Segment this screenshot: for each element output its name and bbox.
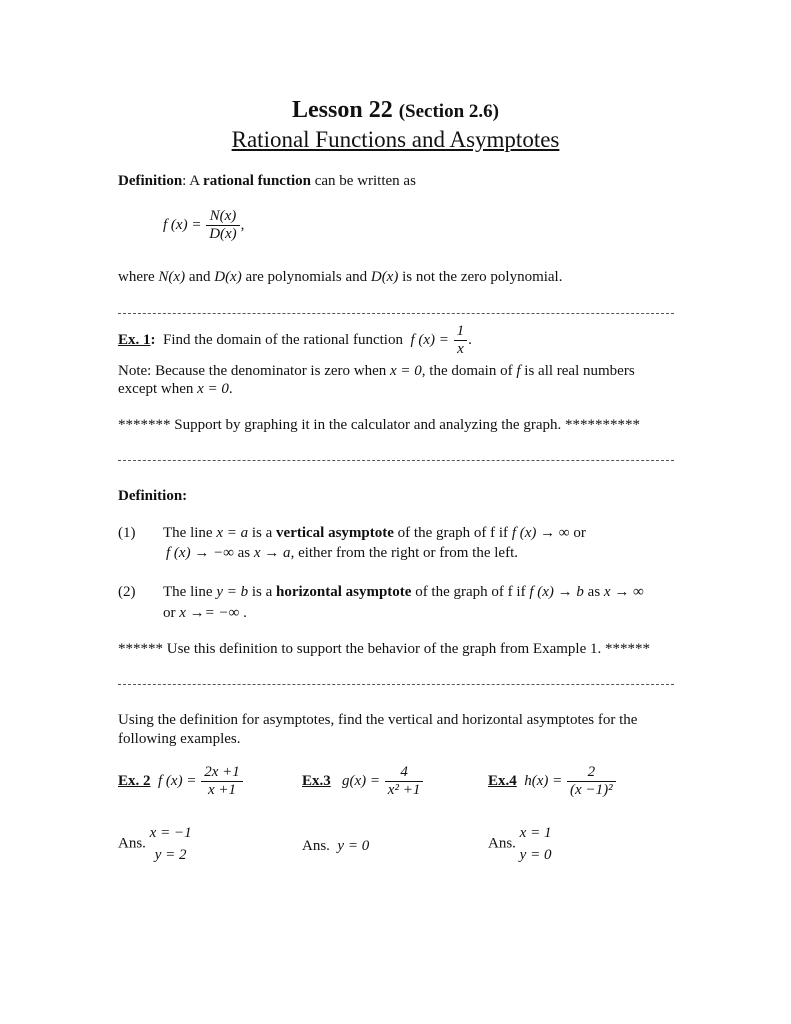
item2-limit-b: f (x) → b: [529, 584, 584, 600]
where-text-c: are polynomials and: [241, 269, 371, 285]
item1-x-to-a: x → a: [253, 545, 291, 561]
dashed-divider-3: [118, 684, 674, 685]
ex4-vertical-asymptote: x = 1: [519, 825, 552, 841]
ex4-answer: [488, 822, 551, 866]
ex4-numerator: 2: [567, 764, 616, 782]
definition-support-line: ****** Use this definition to support the behavior of the graph from Example 1. ******: [118, 641, 650, 657]
note-text-b: , the domain of: [421, 363, 517, 379]
formula-denominator: D(x): [209, 226, 237, 242]
dashed-divider-2: [118, 460, 674, 461]
item1-text-a: The line: [163, 525, 217, 541]
ex1-period: .: [468, 331, 472, 348]
formula-numerator: N(x): [206, 208, 239, 226]
example-1: [118, 323, 472, 358]
examples-intro-line1: Using the definition for asymptotes, find the vertical and horizontal asymptotes for the: [118, 712, 638, 728]
item2-text-d: as: [583, 584, 604, 600]
ex1-support-line: ******* Support by graphing it in the calculator and analyzing the graph. **********: [118, 417, 640, 433]
ex1-formula-lhs: f (x) =: [410, 331, 449, 348]
ex3-horizontal-asymptote: y = 0: [337, 838, 370, 854]
ex4-lhs: h(x) =: [524, 772, 563, 789]
item2-text-c: of the graph of f if: [411, 584, 530, 600]
definition-intro-a: : A: [182, 173, 204, 189]
item1-line2: [166, 544, 518, 562]
numerator-name: N(x): [158, 269, 186, 285]
rational-function-term: rational function: [203, 173, 311, 189]
note2-text-b: .: [228, 381, 233, 397]
ex3-lhs: g(x) =: [342, 772, 381, 789]
ex1-label: Ex. 1: [118, 331, 151, 348]
definition-asymptote-label: Definition:: [118, 488, 188, 504]
item1-limit-infinity: f (x) → ∞: [511, 525, 570, 541]
lesson-title: [0, 96, 791, 126]
formula-lhs: f (x) =: [163, 216, 202, 233]
item2-equation: y = b: [216, 584, 249, 600]
where-text-b: and: [185, 269, 215, 285]
ex1-numerator: 1: [454, 323, 468, 341]
item1-line2-text-a: as: [233, 545, 254, 561]
ex3-label: Ex.3: [302, 772, 331, 789]
item2-number: (2): [118, 584, 136, 600]
ex3-numerator: 4: [385, 764, 424, 782]
ex1-fraction: [454, 323, 468, 358]
ex2-numerator: 2x +1: [201, 764, 243, 782]
note-text-a: Note: Because the denominator is zero when: [118, 363, 390, 379]
ex2-answer-stack: [150, 822, 192, 866]
where-text-a: where: [118, 269, 159, 285]
item2-line2-text-b: .: [239, 605, 247, 621]
ex3-denominator: x² +1: [387, 782, 421, 798]
definition-where-line: [118, 268, 562, 286]
example-4: [488, 764, 617, 799]
note-text-c: is all real numbers: [520, 363, 635, 379]
section-number: (Section 2.6): [398, 101, 499, 122]
item2-line2-text-a: or: [163, 605, 180, 621]
where-text-d: is not the zero polynomial.: [398, 269, 563, 285]
denominator-name: D(x): [214, 269, 242, 285]
ex3-ans-label: Ans.: [302, 838, 330, 854]
ex2-ans-label: Ans.: [118, 835, 146, 852]
ex2-answer: [118, 822, 192, 866]
note2-equation: x = 0: [197, 381, 229, 397]
definition-label: Definition: [118, 173, 183, 189]
dashed-divider-1: [118, 313, 674, 314]
item2-x-to-infinity: x → ∞: [603, 584, 644, 600]
ex2-fraction: [201, 764, 243, 799]
ex4-ans-label: Ans.: [488, 835, 516, 852]
formula-tail: ,: [240, 216, 245, 233]
ex4-label: Ex.4: [488, 772, 517, 789]
item1-line1: [163, 524, 586, 542]
ex4-horizontal-asymptote: y = 0: [519, 847, 552, 863]
rational-function-formula: [163, 208, 244, 243]
example-2: [118, 764, 244, 799]
ex1-text: Find the domain of the rational function: [163, 331, 403, 348]
item2-x-to-neg-infinity: x →= −∞: [179, 605, 240, 621]
ex2-vertical-asymptote: x = −1: [149, 825, 192, 841]
item1-text-b: is a: [248, 525, 277, 541]
item2-text-a: The line: [163, 584, 217, 600]
item1-limit-neg-infinity: f (x) → −∞: [166, 545, 234, 561]
definition-rational: [118, 172, 416, 190]
denominator-name-2: D(x): [370, 269, 399, 285]
item1-equation: x = a: [216, 525, 249, 541]
item2-line1: [163, 583, 644, 601]
item1-number: (1): [118, 525, 136, 541]
ex2-lhs: f (x) =: [158, 772, 197, 789]
item2-text-b: is a: [248, 584, 277, 600]
ex2-denominator: x +1: [207, 782, 236, 798]
ex4-fraction: [567, 764, 616, 799]
formula-fraction: [206, 208, 239, 243]
vertical-asymptote-term: vertical asymptote: [276, 525, 394, 541]
note2-text-a: except when: [118, 381, 198, 397]
item1-text-d: or: [569, 525, 586, 541]
ex3-fraction: [385, 764, 424, 799]
definition-intro-b: can be written as: [310, 173, 416, 189]
ex1-note-line2: [118, 380, 233, 398]
ex3-answer: [302, 837, 369, 855]
lesson-subtitle: Rational Functions and Asymptotes: [231, 127, 560, 152]
horizontal-asymptote-term: horizontal asymptote: [276, 584, 412, 600]
item1-line2-text-b: , either from the right or from the left.: [290, 545, 518, 561]
example-3: [302, 764, 424, 799]
ex1-note-line1: [118, 362, 635, 380]
ex2-horizontal-asymptote: y = 2: [154, 847, 187, 863]
note-equation: x = 0: [390, 363, 422, 379]
note-function-name: f: [516, 363, 521, 379]
ex2-label: Ex. 2: [118, 772, 151, 789]
item1-text-c: of the graph of f if: [393, 525, 512, 541]
ex4-answer-stack: [520, 822, 552, 866]
ex1-denominator: x: [457, 341, 464, 357]
ex1-colon: :: [150, 331, 156, 348]
item2-line2: [163, 604, 247, 622]
ex4-denominator: (x −1)²: [570, 782, 613, 798]
lesson-number: Lesson 22: [292, 97, 393, 123]
examples-intro-line2: following examples.: [118, 731, 241, 747]
